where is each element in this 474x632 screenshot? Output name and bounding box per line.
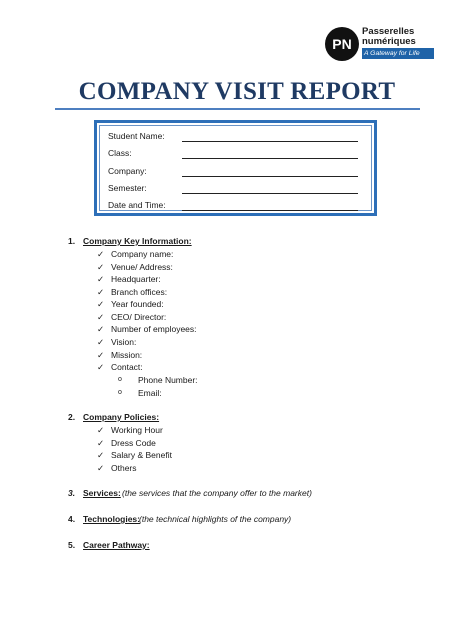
sub-list-item-label: Phone Number:	[138, 375, 198, 385]
list-item-label: Working Hour	[111, 425, 163, 435]
section-title: Company Policies:	[83, 412, 160, 422]
student-info-box	[94, 120, 377, 216]
field-label: Class:	[108, 148, 132, 158]
fill-in-line	[182, 176, 358, 177]
list-item-label: Branch offices:	[111, 287, 168, 297]
section-number: 3.	[68, 488, 76, 498]
list-item-label: Contact:	[111, 362, 143, 372]
list-item-label: Others	[111, 463, 137, 473]
sub-list-item	[0, 374, 474, 386]
list-item-label: Salary & Benefit	[111, 450, 172, 460]
section-title: Technologies:	[83, 514, 140, 524]
fill-in-line	[182, 141, 358, 142]
checkmark-icon: ✓	[97, 425, 105, 435]
list-item	[0, 437, 474, 449]
checkmark-icon: ✓	[97, 324, 105, 334]
section-4-heading	[0, 513, 474, 525]
section-title: Career Pathway:	[83, 540, 150, 550]
list-item	[0, 424, 474, 436]
checkmark-icon: ✓	[97, 312, 105, 322]
list-item	[0, 286, 474, 298]
list-item	[0, 273, 474, 285]
checkmark-icon: ✓	[97, 450, 105, 460]
section-2-heading	[0, 411, 474, 423]
section-number: 2.	[68, 412, 76, 422]
list-item	[0, 462, 474, 474]
section-number: 5.	[68, 540, 76, 550]
logo	[322, 24, 434, 64]
logo-tagline: A Gateway for Life	[362, 48, 434, 59]
list-item-label: Number of employees:	[111, 324, 197, 334]
semester-field[interactable]	[108, 182, 373, 196]
class-field[interactable]	[108, 147, 373, 161]
section-title	[83, 487, 121, 499]
list-item	[0, 311, 474, 323]
list-item-label: Company name:	[111, 249, 174, 259]
checkmark-icon: ✓	[97, 287, 105, 297]
section-3-heading	[0, 487, 474, 499]
list-item	[0, 261, 474, 273]
fill-in-line	[182, 210, 358, 211]
fill-in-line	[182, 158, 358, 159]
checkmark-icon: ✓	[97, 362, 105, 372]
logo-text-line1: Passerelles	[362, 26, 415, 37]
checkmark-icon: ✓	[97, 262, 105, 272]
list-item	[0, 298, 474, 310]
date-time-field[interactable]	[108, 199, 373, 213]
list-item-label: Venue/ Address:	[111, 262, 173, 272]
checkmark-icon: ✓	[97, 463, 105, 473]
list-item-label: Year founded:	[111, 299, 164, 309]
section-description: (the technical highlights of the company)	[139, 514, 292, 524]
checkmark-icon: ✓	[97, 249, 105, 259]
checkmark-icon: ✓	[97, 350, 105, 360]
section-1-heading	[0, 235, 474, 247]
list-item	[0, 323, 474, 335]
list-item-label: Vision:	[111, 337, 137, 347]
list-item-label: CEO/ Director:	[111, 312, 167, 322]
checkmark-icon: ✓	[97, 274, 105, 284]
page-title: COMPANY VISIT REPORT	[78, 78, 396, 105]
circle-bullet-icon: o	[118, 389, 122, 396]
list-item-label: Headquarter:	[111, 274, 161, 284]
logo-text-line2: numériques	[362, 36, 416, 47]
pn-logo-icon	[324, 26, 360, 62]
field-label: Company:	[108, 166, 147, 176]
checkmark-icon: ✓	[97, 299, 105, 309]
student-name-field[interactable]	[108, 130, 373, 144]
field-label: Student Name:	[108, 131, 165, 141]
section-description: (the services that the company offer to the market)	[122, 488, 312, 498]
list-item-label: Dress Code	[111, 438, 156, 448]
section-5-heading	[0, 539, 474, 551]
section-title-text: Services:	[83, 488, 121, 498]
section-number: 4.	[68, 514, 76, 524]
list-item	[0, 248, 474, 260]
list-item	[0, 349, 474, 361]
checkmark-icon: ✓	[97, 337, 105, 347]
checkmark-icon: ✓	[97, 438, 105, 448]
student-info-inner	[99, 125, 372, 211]
fill-in-line	[182, 193, 358, 194]
list-item	[0, 336, 474, 348]
sub-list-item-label: Email:	[138, 388, 162, 398]
circle-bullet-icon: o	[118, 376, 122, 383]
svg-text:PN: PN	[332, 36, 352, 52]
section-title: Company Key Information:	[83, 236, 192, 246]
sub-list-item	[0, 387, 474, 399]
field-label: Date and Time:	[108, 200, 166, 210]
field-label: Semester:	[108, 183, 147, 193]
title-underline	[55, 108, 420, 110]
section-number: 1.	[68, 236, 76, 246]
list-item	[0, 361, 474, 373]
list-item	[0, 449, 474, 461]
company-field[interactable]	[108, 165, 373, 179]
list-item-label: Mission:	[111, 350, 143, 360]
